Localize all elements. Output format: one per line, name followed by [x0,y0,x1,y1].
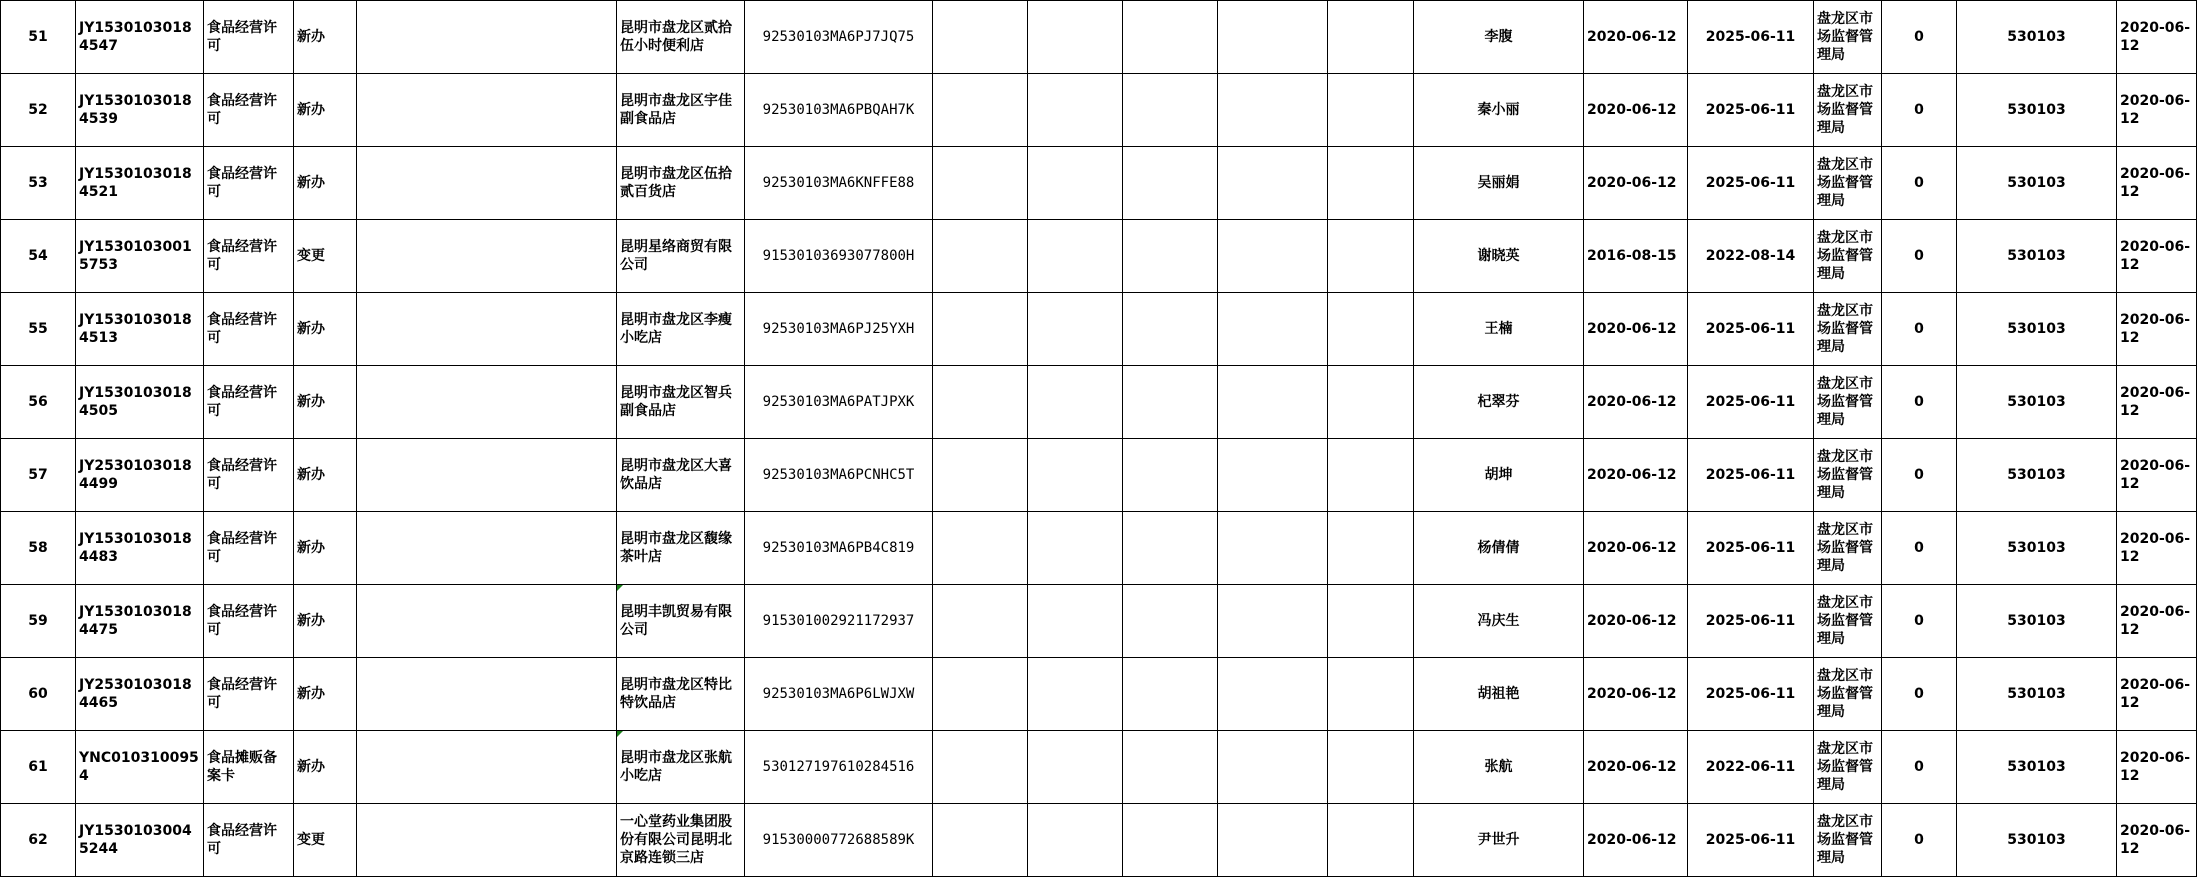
status-code: 0 [1882,804,1957,877]
empty-cell [1328,366,1414,439]
region-code: 530103 [1957,804,2117,877]
license-number: JY25301030184499 [76,439,204,512]
expiry-date: 2025-06-11 [1688,366,1814,439]
expiry-date: 2022-06-11 [1688,731,1814,804]
issue-date: 2020-06-12 [1584,512,1688,585]
row-number: 52 [1,74,76,147]
license-type: 食品经营许可 [204,658,294,731]
issue-date: 2020-06-12 [1584,658,1688,731]
business-name: 昆明星络商贸有限公司 [617,220,745,293]
update-date: 2020-06-12 [2117,293,2197,366]
empty-cell [1028,658,1123,731]
empty-cell [357,731,617,804]
empty-cell [1218,293,1328,366]
region-code: 530103 [1957,147,2117,220]
legal-person: 尹世升 [1414,804,1584,877]
row-number: 57 [1,439,76,512]
empty-cell [933,439,1028,512]
update-date: 2020-06-12 [2117,74,2197,147]
license-number: JY15301030045244 [76,804,204,877]
legal-person: 谢晓英 [1414,220,1584,293]
license-number: JY15301030184505 [76,366,204,439]
update-date: 2020-06-12 [2117,439,2197,512]
license-type: 食品经营许可 [204,293,294,366]
empty-cell [933,658,1028,731]
license-number: JY15301030015753 [76,220,204,293]
update-date: 2020-06-12 [2117,512,2197,585]
issue-date: 2020-06-12 [1584,147,1688,220]
empty-cell [933,293,1028,366]
empty-cell [1328,293,1414,366]
legal-person: 杞翠芬 [1414,366,1584,439]
legal-person: 吴丽娟 [1414,147,1584,220]
empty-cell [933,1,1028,74]
empty-cell [1028,293,1123,366]
empty-cell [1328,74,1414,147]
license-number: JY15301030184475 [76,585,204,658]
issue-date: 2020-06-12 [1584,293,1688,366]
action-type: 新办 [294,1,357,74]
action-type: 变更 [294,220,357,293]
region-code: 530103 [1957,658,2117,731]
empty-cell [357,220,617,293]
empty-cell [357,439,617,512]
region-code: 530103 [1957,74,2117,147]
region-code: 530103 [1957,1,2117,74]
expiry-date: 2025-06-11 [1688,293,1814,366]
empty-cell [1028,731,1123,804]
empty-cell [1028,804,1123,877]
legal-person: 王楠 [1414,293,1584,366]
empty-cell [1123,293,1218,366]
action-type: 新办 [294,439,357,512]
action-type: 新办 [294,585,357,658]
license-number: JY15301030184547 [76,1,204,74]
empty-cell [933,366,1028,439]
empty-cell [1328,585,1414,658]
business-name: 昆明市盘龙区宇佳副食品店 [617,74,745,147]
table-row [1,1,2197,74]
issue-date: 2016-08-15 [1584,220,1688,293]
business-name: 昆明市盘龙区伍拾贰百货店 [617,147,745,220]
empty-cell [1328,220,1414,293]
status-code: 0 [1882,366,1957,439]
issue-date: 2020-06-12 [1584,585,1688,658]
update-date: 2020-06-12 [2117,147,2197,220]
region-code: 530103 [1957,439,2117,512]
empty-cell [1328,1,1414,74]
license-number: JY15301030184513 [76,293,204,366]
business-name: 昆明市盘龙区馥缘茶叶店 [617,512,745,585]
empty-cell [1218,804,1328,877]
license-number: JY15301030184539 [76,74,204,147]
issue-date: 2020-06-12 [1584,74,1688,147]
empty-cell [1028,147,1123,220]
issue-date: 2020-06-12 [1584,439,1688,512]
empty-cell [357,147,617,220]
table-row [1,585,2197,658]
empty-cell [1218,74,1328,147]
empty-cell [357,512,617,585]
table-body [1,1,2197,877]
issuing-authority: 盘龙区市场监督管理局 [1814,366,1882,439]
empty-cell [1123,658,1218,731]
empty-cell [1218,439,1328,512]
empty-cell [933,147,1028,220]
empty-cell [357,293,617,366]
table-row [1,512,2197,585]
empty-cell [1123,366,1218,439]
empty-cell [357,804,617,877]
empty-cell [357,658,617,731]
empty-cell [1328,731,1414,804]
empty-cell [1028,74,1123,147]
update-date: 2020-06-12 [2117,366,2197,439]
region-code: 530103 [1957,293,2117,366]
empty-cell [1028,366,1123,439]
business-name: 昆明市盘龙区特比特饮品店 [617,658,745,731]
business-name: 一心堂药业集团股份有限公司昆明北京路连锁三店 [617,804,745,877]
empty-cell [1218,658,1328,731]
empty-cell [1328,804,1414,877]
license-type: 食品经营许可 [204,512,294,585]
legal-person: 冯庆生 [1414,585,1584,658]
empty-cell [1123,731,1218,804]
empty-cell [933,804,1028,877]
empty-cell [1328,658,1414,731]
issue-date: 2020-06-12 [1584,1,1688,74]
license-number: JY15301030184521 [76,147,204,220]
action-type: 新办 [294,731,357,804]
legal-person: 李腹 [1414,1,1584,74]
issue-date: 2020-06-12 [1584,804,1688,877]
empty-cell [1218,147,1328,220]
issuing-authority: 盘龙区市场监督管理局 [1814,804,1882,877]
issuing-authority: 盘龙区市场监督管理局 [1814,74,1882,147]
empty-cell [1218,731,1328,804]
table-row [1,147,2197,220]
expiry-date: 2025-06-11 [1688,1,1814,74]
empty-cell [357,1,617,74]
business-name: 昆明市盘龙区李瘦小吃店 [617,293,745,366]
empty-cell [357,74,617,147]
empty-cell [1123,512,1218,585]
issue-date: 2020-06-12 [1584,366,1688,439]
action-type: 变更 [294,804,357,877]
action-type: 新办 [294,366,357,439]
business-name: 昆明市盘龙区张航小吃店 [617,731,745,804]
row-number: 62 [1,804,76,877]
license-type: 食品经营许可 [204,439,294,512]
empty-cell [357,366,617,439]
empty-cell [933,220,1028,293]
credit-code: 92530103MA6PJ7JQ75 [745,1,933,74]
table-row [1,731,2197,804]
expiry-date: 2025-06-11 [1688,512,1814,585]
legal-person: 秦小丽 [1414,74,1584,147]
region-code: 530103 [1957,731,2117,804]
license-number: JY25301030184465 [76,658,204,731]
issuing-authority: 盘龙区市场监督管理局 [1814,439,1882,512]
issuing-authority: 盘龙区市场监督管理局 [1814,658,1882,731]
license-number: JY15301030184483 [76,512,204,585]
row-number: 59 [1,585,76,658]
expiry-date: 2025-06-11 [1688,585,1814,658]
empty-cell [1028,1,1123,74]
empty-cell [1218,366,1328,439]
license-type: 食品经营许可 [204,366,294,439]
credit-code: 92530103MA6P6LWJXW [745,658,933,731]
empty-cell [1028,439,1123,512]
action-type: 新办 [294,74,357,147]
table-row [1,439,2197,512]
issuing-authority: 盘龙区市场监督管理局 [1814,512,1882,585]
expiry-date: 2025-06-11 [1688,147,1814,220]
expiry-date: 2025-06-11 [1688,439,1814,512]
status-code: 0 [1882,220,1957,293]
action-type: 新办 [294,658,357,731]
credit-code: 92530103MA6PATJPXK [745,366,933,439]
status-code: 0 [1882,147,1957,220]
credit-code: 915301002921172937 [745,585,933,658]
action-type: 新办 [294,512,357,585]
empty-cell [1328,439,1414,512]
credit-code: 92530103MA6KNFFE88 [745,147,933,220]
status-code: 0 [1882,585,1957,658]
empty-cell [1218,220,1328,293]
empty-cell [933,731,1028,804]
status-code: 0 [1882,658,1957,731]
table-row [1,74,2197,147]
empty-cell [1328,512,1414,585]
credit-code: 92530103MA6PCNHC5T [745,439,933,512]
issuing-authority: 盘龙区市场监督管理局 [1814,147,1882,220]
empty-cell [1028,220,1123,293]
legal-person: 胡坤 [1414,439,1584,512]
credit-code: 91530103693077800H [745,220,933,293]
credit-code: 91530000772688589K [745,804,933,877]
issuing-authority: 盘龙区市场监督管理局 [1814,585,1882,658]
empty-cell [1123,220,1218,293]
business-name: 昆明市盘龙区大喜饮品店 [617,439,745,512]
legal-person: 杨倩倩 [1414,512,1584,585]
row-number: 51 [1,1,76,74]
expiry-date: 2025-06-11 [1688,74,1814,147]
legal-person: 张航 [1414,731,1584,804]
credit-code: 530127197610284516 [745,731,933,804]
update-date: 2020-06-12 [2117,1,2197,74]
expiry-date: 2022-08-14 [1688,220,1814,293]
table-row [1,220,2197,293]
empty-cell [1218,585,1328,658]
status-code: 0 [1882,74,1957,147]
row-number: 60 [1,658,76,731]
table-row [1,658,2197,731]
issuing-authority: 盘龙区市场监督管理局 [1814,293,1882,366]
update-date: 2020-06-12 [2117,585,2197,658]
row-number: 53 [1,147,76,220]
business-name: 昆明丰凯贸易有限公司 [617,585,745,658]
empty-cell [1123,147,1218,220]
empty-cell [1123,585,1218,658]
table-row [1,293,2197,366]
region-code: 530103 [1957,585,2117,658]
license-type: 食品经营许可 [204,74,294,147]
license-type: 食品经营许可 [204,147,294,220]
credit-code: 92530103MA6PB4C819 [745,512,933,585]
license-type: 食品经营许可 [204,220,294,293]
action-type: 新办 [294,293,357,366]
expiry-date: 2025-06-11 [1688,804,1814,877]
expiry-date: 2025-06-11 [1688,658,1814,731]
table-row [1,366,2197,439]
license-type: 食品经营许可 [204,804,294,877]
empty-cell [1123,804,1218,877]
action-type: 新办 [294,147,357,220]
license-type: 食品经营许可 [204,1,294,74]
update-date: 2020-06-12 [2117,220,2197,293]
empty-cell [1123,1,1218,74]
business-name: 昆明市盘龙区智兵副食品店 [617,366,745,439]
update-date: 2020-06-12 [2117,804,2197,877]
empty-cell [933,74,1028,147]
update-date: 2020-06-12 [2117,731,2197,804]
license-type: 食品经营许可 [204,585,294,658]
empty-cell [1218,1,1328,74]
empty-cell [357,585,617,658]
empty-cell [933,512,1028,585]
region-code: 530103 [1957,366,2117,439]
license-number: YNC0103100954 [76,731,204,804]
credit-code: 92530103MA6PBQAH7K [745,74,933,147]
region-code: 530103 [1957,220,2117,293]
row-number: 54 [1,220,76,293]
row-number: 56 [1,366,76,439]
empty-cell [1218,512,1328,585]
status-code: 0 [1882,1,1957,74]
issuing-authority: 盘龙区市场监督管理局 [1814,220,1882,293]
license-type: 食品摊贩备案卡 [204,731,294,804]
status-code: 0 [1882,512,1957,585]
row-number: 61 [1,731,76,804]
issuing-authority: 盘龙区市场监督管理局 [1814,1,1882,74]
region-code: 530103 [1957,512,2117,585]
empty-cell [1123,74,1218,147]
empty-cell [1028,512,1123,585]
update-date: 2020-06-12 [2117,658,2197,731]
status-code: 0 [1882,731,1957,804]
credit-code: 92530103MA6PJ25YXH [745,293,933,366]
empty-cell [1328,147,1414,220]
issue-date: 2020-06-12 [1584,731,1688,804]
empty-cell [1123,439,1218,512]
row-number: 55 [1,293,76,366]
row-number: 58 [1,512,76,585]
status-code: 0 [1882,293,1957,366]
business-name: 昆明市盘龙区贰拾伍小时便利店 [617,1,745,74]
legal-person: 胡祖艳 [1414,658,1584,731]
empty-cell [933,585,1028,658]
issuing-authority: 盘龙区市场监督管理局 [1814,731,1882,804]
status-code: 0 [1882,439,1957,512]
table-row [1,804,2197,877]
empty-cell [1028,585,1123,658]
